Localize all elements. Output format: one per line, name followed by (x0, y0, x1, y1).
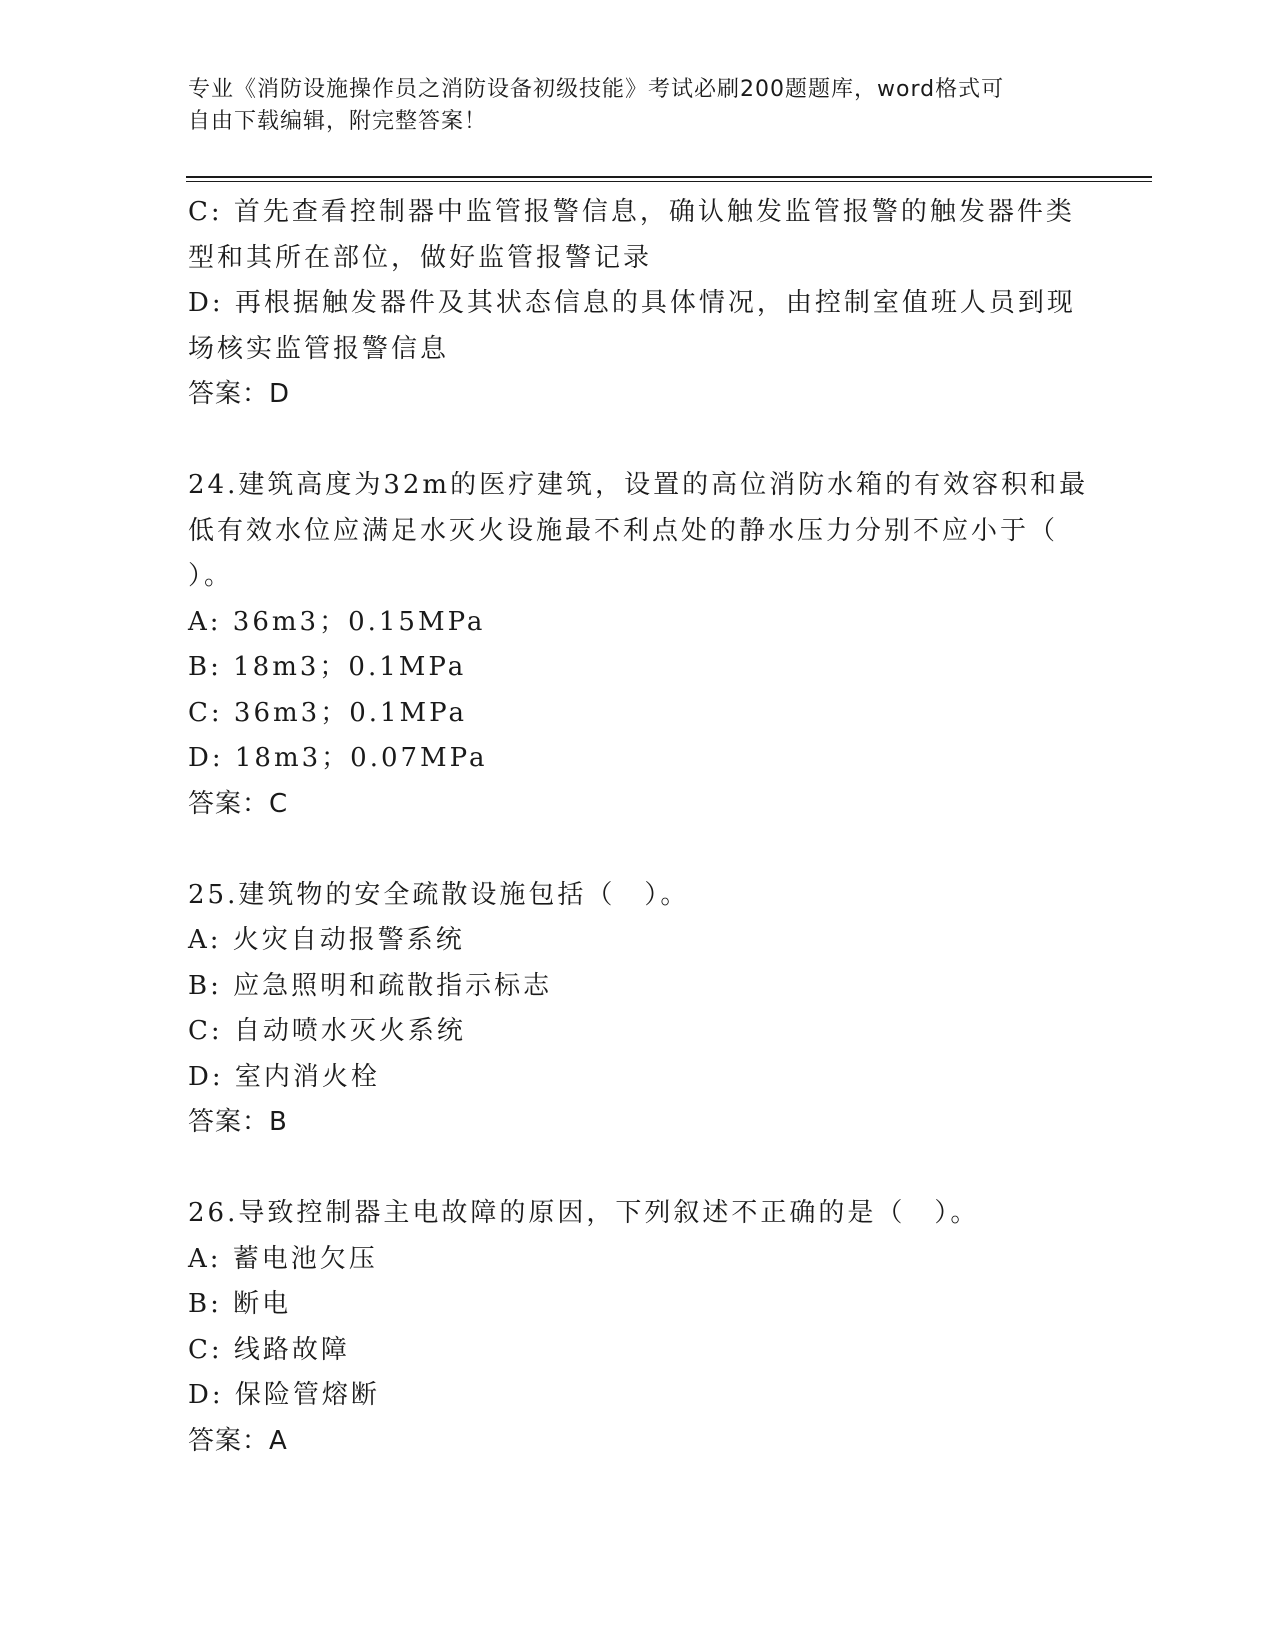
option-d-line-1: D: 再根据触发器件及其状态信息的具体情况，由控制室值班人员到现 (188, 288, 1076, 318)
answer-q26: 答案：A (188, 1425, 288, 1456)
question-stem-line-1: 24.建筑高度为32m的医疗建筑，设置的高位消防水箱的有效容积和最 (188, 470, 1089, 500)
answer-q25: 答案：B (188, 1107, 288, 1137)
option-a: A: 火灾自动报警系统 (188, 925, 465, 955)
question-26 (188, 1191, 1088, 1464)
option-c-line-2: 型和其所在部位，做好监管报警记录 (188, 242, 653, 273)
header-rule-thin (186, 181, 1152, 182)
question-stem: 26.导致控制器主电故障的原因，下列叙述不正确的是（ ）。 (188, 1198, 980, 1228)
option-a: A: 蓄电池欠压 (188, 1243, 378, 1274)
option-b: B: 应急照明和疏散指示标志 (188, 970, 553, 1001)
question-25 (188, 873, 1088, 1146)
question-stem-line-2: 低有效水位应满足水灭火设施最不利点处的静水压力分别不应小于（ (188, 515, 1059, 546)
option-a: A: 36m3；0.15MPa (188, 606, 486, 637)
question-content (188, 190, 1088, 1464)
option-d: D: 保险管熔断 (188, 1380, 380, 1410)
answer-q24: 答案：C (188, 788, 289, 819)
header-rule-thick (186, 176, 1152, 178)
option-d-line-2: 场核实监管报警信息 (188, 333, 450, 364)
header-line-2: 自由下载编辑，附完整答案！ (188, 109, 488, 134)
question-24 (188, 463, 1088, 827)
option-c: C: 线路故障 (188, 1334, 350, 1365)
option-b: B: 18m3；0.1MPa (188, 652, 467, 682)
document-header (188, 74, 1078, 138)
answer-q23: 答案：D (188, 379, 291, 409)
question-stem: 25.建筑物的安全疏散设施包括（ ）。 (188, 879, 690, 910)
header-line-1: 专业《消防设施操作员之消防设备初级技能》考试必刷200题题库，word格式可 (188, 77, 1005, 102)
option-b: B: 断电 (188, 1289, 292, 1319)
question-23-tail (188, 190, 1088, 418)
question-stem-line-3: ）。 (188, 561, 234, 591)
option-d: D: 室内消火栓 (188, 1061, 380, 1092)
option-c-line-1: C: 首先查看控制器中监管报警信息，确认触发监管报警的触发器件类 (188, 197, 1075, 227)
option-c: C: 36m3；0.1MPa (188, 697, 467, 728)
option-c: C: 自动喷水灭火系统 (188, 1016, 466, 1046)
option-d: D: 18m3；0.07MPa (188, 743, 488, 773)
